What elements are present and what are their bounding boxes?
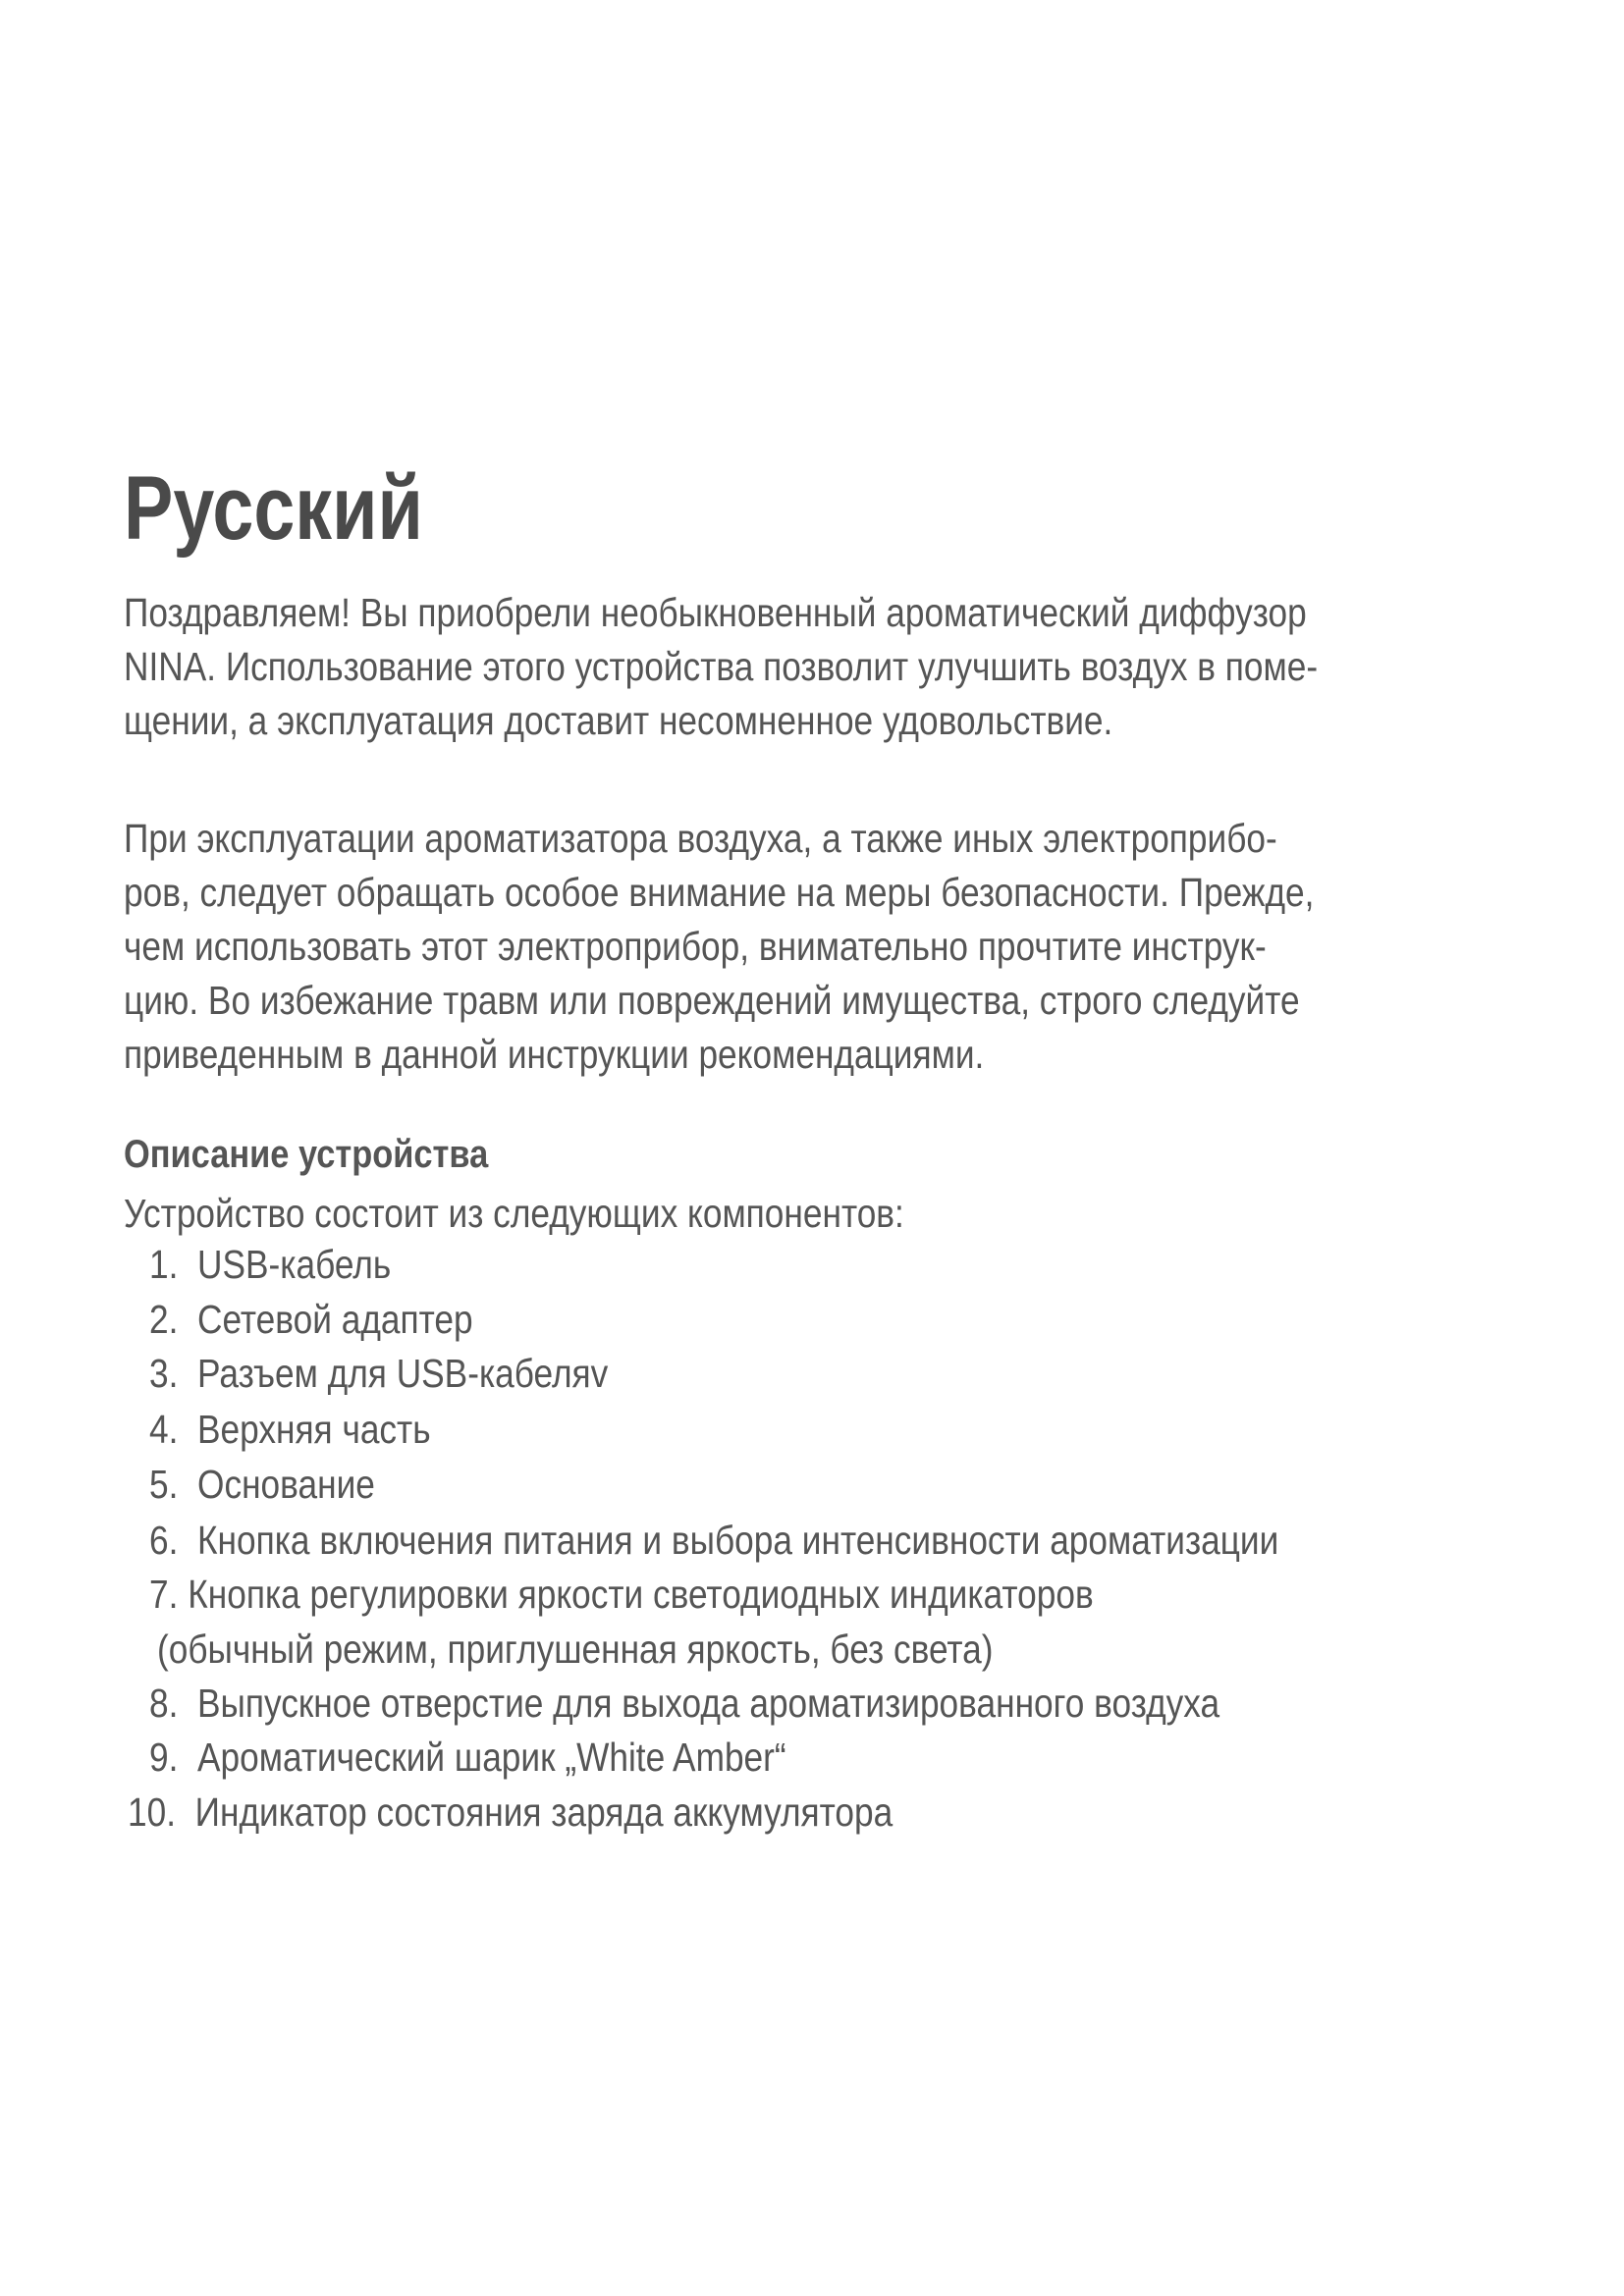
component-text: Основание xyxy=(197,1462,375,1507)
device-description-intro: Устройство состоит из следующих компонентов: xyxy=(124,1191,904,1236)
safety-line: ров, следует обращать особое внимание на меры безопасности. Прежде, xyxy=(124,870,1315,915)
component-number: 7. xyxy=(149,1572,179,1617)
component-number: 9. xyxy=(149,1735,179,1780)
safety-line: приведенным в данной инструкции рекомендациями. xyxy=(124,1032,985,1077)
component-item xyxy=(149,1462,375,1507)
device-description-heading: Описание устройства xyxy=(124,1133,489,1176)
component-text: Разъем для USB-кабеляv xyxy=(197,1351,609,1396)
intro-line: NINA. Использование этого устройства позволит улучшить воздух в поме- xyxy=(124,644,1319,689)
component-text: Кнопка регулировки яркости светодиодных индикаторов xyxy=(188,1572,1094,1617)
component-number: 10. xyxy=(128,1789,177,1835)
component-item xyxy=(149,1297,473,1342)
safety-line: При эксплуатации ароматизатора воздуха, а также иных электроприбо- xyxy=(124,816,1277,861)
component-number: 8. xyxy=(149,1681,179,1726)
component-item xyxy=(149,1572,1094,1617)
component-text: USB-кабель xyxy=(197,1242,392,1287)
safety-paragraph xyxy=(124,812,1498,1082)
component-item xyxy=(149,1351,609,1396)
safety-line: цию. Во избежание травм или повреждений имущества, строго следуйте xyxy=(124,978,1300,1023)
component-number: 3. xyxy=(149,1351,179,1396)
component-text: Выпускное отверстие для выхода ароматизированного воздуха xyxy=(197,1681,1220,1726)
intro-paragraph xyxy=(124,586,1498,748)
component-text: Кнопка включения питания и выбора интенсивности ароматизации xyxy=(197,1518,1279,1563)
component-item xyxy=(149,1518,1279,1563)
component-number: 5. xyxy=(149,1462,179,1507)
intro-line: щении, а эксплуатация доставит несомненное удовольствие. xyxy=(124,698,1113,743)
component-number: 1. xyxy=(149,1242,179,1287)
component-item xyxy=(149,1737,786,1778)
component-text: Ароматический шарик „White Amber“ xyxy=(197,1735,786,1780)
component-number: 6. xyxy=(149,1518,179,1563)
component-number: 4. xyxy=(149,1407,179,1452)
component-item-continuation xyxy=(157,1629,994,1670)
component-text: (обычный режим, приглушенная яркость, без света) xyxy=(157,1627,994,1672)
component-text: Сетевой адаптер xyxy=(197,1297,473,1342)
safety-line: чем использовать этот электроприбор, внимательно прочтите инструк- xyxy=(124,924,1267,969)
component-text: Верхняя часть xyxy=(197,1407,431,1452)
component-text: Индикатор состояния заряда аккумулятора xyxy=(194,1789,893,1835)
page-title: Русский xyxy=(124,458,423,559)
component-item xyxy=(149,1407,431,1452)
component-item xyxy=(128,1789,893,1835)
intro-line: Поздравляем! Вы приобрели необыкновенный ароматический диффузор xyxy=(124,590,1307,635)
component-item xyxy=(149,1242,392,1287)
component-item xyxy=(149,1683,1219,1724)
component-number: 2. xyxy=(149,1297,179,1342)
